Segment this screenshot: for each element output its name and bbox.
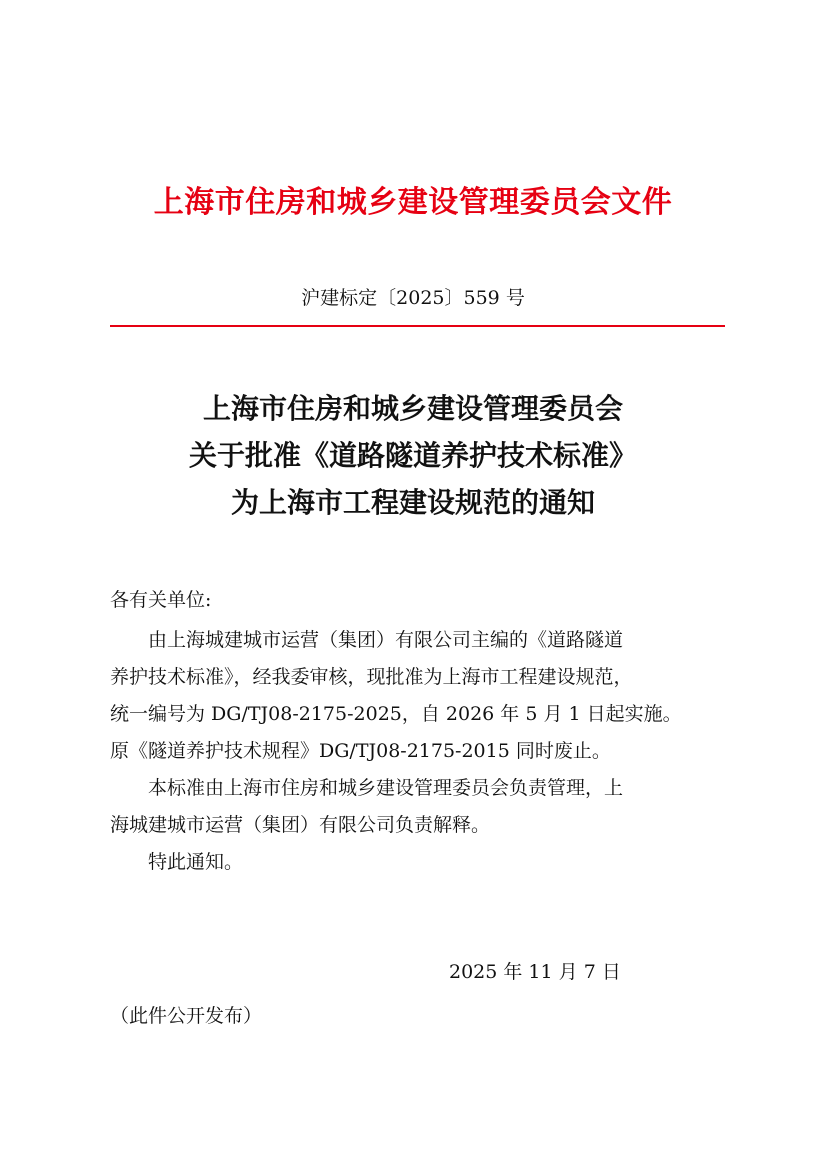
title-line-1: 上海市住房和城乡建设管理委员会	[202, 392, 623, 425]
paragraph-management	[110, 770, 730, 844]
publish-note: （此件公开发布）	[110, 1005, 263, 1027]
paragraph-line: 本标准由上海市住房和城乡建设管理委员会负责管理，上	[148, 777, 624, 799]
salutation: 各有关单位:	[110, 589, 212, 611]
red-divider-line	[110, 325, 725, 327]
document-number: 沪建标定〔2025〕559 号	[301, 287, 525, 309]
paragraph-line: 特此通知。	[148, 851, 244, 873]
issuer-header: 上海市住房和城乡建设管理委员会文件	[153, 185, 673, 220]
title-line-3: 为上海市工程建设规范的通知	[230, 486, 595, 519]
title-line-2: 关于批准《道路隧道养护技术标准》	[188, 439, 637, 472]
issue-date: 2025 年 11 月 7 日	[449, 961, 621, 983]
body-paragraphs	[110, 622, 730, 881]
paragraph-line: 海城建城市运营（集团）有限公司负责解释。	[110, 814, 491, 836]
paragraph-line: 养护技术标准》，经我委审核，现批准为上海市工程建设规范，	[110, 666, 633, 688]
paragraph-line: 原《隧道养护技术规程》DG/TJ08-2175-2015 同时废止。	[110, 740, 611, 762]
paragraph-closing	[110, 844, 730, 881]
paragraph-approval	[110, 622, 730, 770]
notice-title	[0, 385, 826, 526]
paragraph-line: 由上海城建城市运营（集团）有限公司主编的《道路隧道	[148, 629, 624, 651]
paragraph-line: 统一编号为 DG/TJ08-2175-2025，自 2026 年 5 月 1 日起实施。	[110, 703, 682, 725]
